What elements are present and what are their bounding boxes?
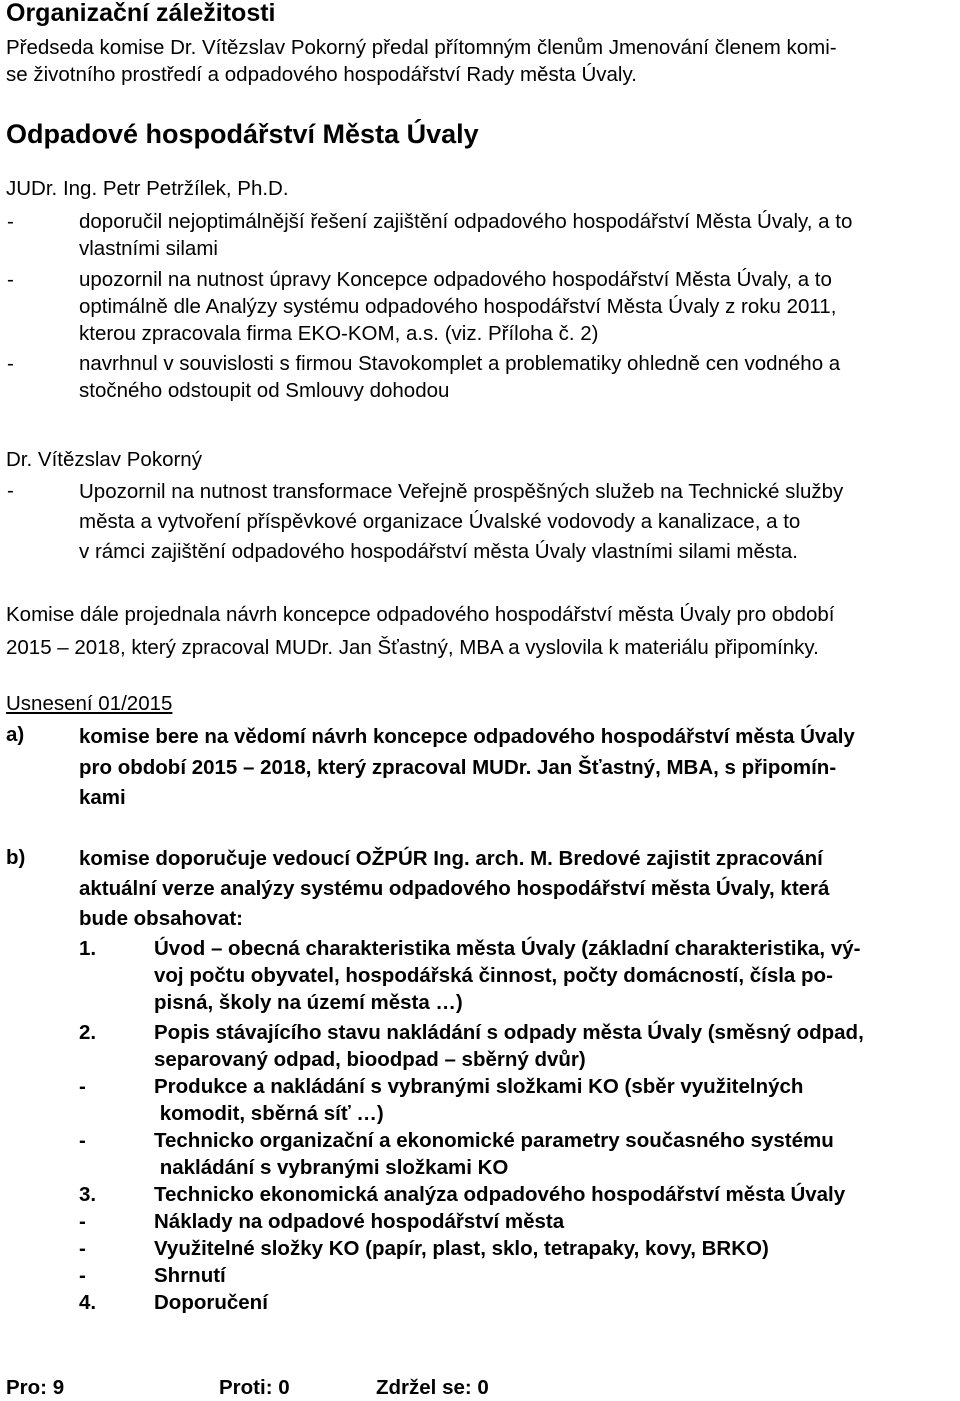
point-line: aktuální verze analýzy systému odpadového hospodářství města Úvaly, která bbox=[79, 877, 830, 900]
outline-line: separovaný odpad, bioodpad – sběrný dvůr) bbox=[154, 1048, 586, 1071]
intro-line-2: se životního prostředí a odpadového hospodářství Rady města Úvaly. bbox=[6, 63, 637, 86]
point-label: b) bbox=[6, 846, 26, 869]
dash-marker: - bbox=[7, 210, 14, 233]
resolution-point-b bbox=[6, 844, 958, 934]
dash-marker: - bbox=[7, 479, 14, 502]
outline-item bbox=[79, 1019, 959, 1073]
point-line: kami bbox=[79, 786, 126, 809]
item-line: optimálně dle Analýzy systému odpadového hospodářství Města Úvaly z roku 2011, bbox=[79, 295, 837, 318]
outline-item bbox=[79, 935, 959, 1016]
speaker1-item-list bbox=[6, 208, 958, 404]
vote-zdrzel: Zdržel se: 0 bbox=[376, 1376, 489, 1399]
dash-marker: - bbox=[7, 352, 14, 375]
vote-pro: Pro: 9 bbox=[6, 1376, 65, 1399]
outline-number: - bbox=[79, 1237, 86, 1260]
intro-paragraph bbox=[6, 34, 951, 88]
outline-line: Využitelné složky KO (papír, plast, sklo, tetrapaky, kovy, BRKO) bbox=[154, 1237, 769, 1260]
speaker2-item-list bbox=[6, 477, 958, 567]
outline-line: voj počtu obyvatel, hospodářská činnost, počty domácností, čísla po- bbox=[154, 964, 833, 987]
outline-line: Produkce a nakládání s vybranými složkami KO (sběr využitelných bbox=[154, 1075, 804, 1098]
committee-paragraph bbox=[6, 598, 958, 664]
outline-line: Technicko organizační a ekonomické parametry současného systému bbox=[154, 1129, 834, 1152]
outline-line: Náklady na odpadové hospodářství města bbox=[154, 1210, 565, 1233]
outline-number: 4. bbox=[79, 1291, 97, 1314]
outline-line: nakládání s vybranými složkami KO bbox=[154, 1156, 509, 1179]
outline-number: 2. bbox=[79, 1021, 97, 1044]
committee-line-2: 2015 – 2018, který zpracoval MUDr. Jan Šťastný, MBA a vyslovila k materiálu připomínky. bbox=[6, 636, 819, 659]
outline-number: 1. bbox=[79, 937, 97, 960]
item-line: upozornil na nutnost úpravy Koncepce odpadového hospodářství Města Úvaly, a to bbox=[79, 268, 832, 291]
outline-number: - bbox=[79, 1075, 86, 1098]
outline-number: - bbox=[79, 1129, 86, 1152]
list-item bbox=[6, 208, 958, 262]
outline-line: Shrnutí bbox=[154, 1264, 226, 1287]
item-line: doporučil nejoptimálnější řešení zajištění odpadového hospodářství Města Úvaly, a to bbox=[79, 210, 853, 233]
section-title-waste: Odpadové hospodářství Města Úvaly bbox=[6, 119, 479, 149]
outline-item bbox=[79, 1073, 959, 1127]
speaker-name-2: Dr. Vítězslav Pokorný bbox=[6, 448, 202, 471]
intro-line-1: Předseda komise Dr. Vítězslav Pokorný předal přítomným členům Jmenování členem komi- bbox=[6, 36, 837, 59]
item-line: v rámci zajištění odpadového hospodářství města Úvaly vlastními silami města. bbox=[79, 540, 798, 563]
resolution-title: Usnesení 01/2015 bbox=[6, 692, 173, 715]
section-title-organizational: Organizační záležitosti bbox=[6, 0, 276, 27]
outline-line: Popis stávajícího stavu nakládání s odpady města Úvaly (směsný odpad, bbox=[154, 1021, 864, 1044]
outline-line: pisná, školy na území města …) bbox=[154, 991, 463, 1014]
item-line: navrhnul v souvislosti s firmou Stavokomplet a problematiky ohledně cen vodného a bbox=[79, 352, 841, 375]
outline-number: 3. bbox=[79, 1183, 97, 1206]
committee-line-1: Komise dále projednala návrh koncepce odpadového hospodářství města Úvaly pro období bbox=[6, 603, 835, 626]
point-line: komise bere na vědomí návrh koncepce odpadového hospodářství města Úvaly bbox=[79, 725, 855, 748]
outline-item bbox=[79, 1181, 959, 1208]
item-line: Upozornil na nutnost transformace Veřejně prospěšných služeb na Technické služby bbox=[79, 480, 844, 503]
outline-line: Úvod – obecná charakteristika města Úvaly (základní charakteristika, vý- bbox=[154, 937, 861, 960]
item-line: vlastními silami bbox=[79, 237, 218, 260]
outline-line: Technicko ekonomická analýza odpadového hospodářství města Úvaly bbox=[154, 1183, 846, 1206]
resolution-point-a bbox=[6, 721, 958, 813]
analysis-outline bbox=[79, 935, 959, 1316]
outline-item bbox=[79, 1127, 959, 1181]
item-line: kterou zpracovala firma EKO-KOM, a.s. (viz. Příloha č. 2) bbox=[79, 322, 599, 345]
point-label: a) bbox=[6, 723, 25, 746]
point-line: bude obsahovat: bbox=[79, 907, 244, 930]
outline-line: komodit, sběrná síť …) bbox=[154, 1102, 384, 1125]
outline-line: Doporučení bbox=[154, 1291, 268, 1314]
point-line: pro období 2015 – 2018, který zpracoval MUDr. Jan Šťastný, MBA, s připomín- bbox=[79, 756, 837, 779]
outline-number: - bbox=[79, 1210, 86, 1233]
dash-marker: - bbox=[7, 268, 14, 291]
list-item bbox=[6, 350, 958, 404]
outline-item bbox=[79, 1262, 959, 1289]
item-line: města a vytvoření příspěvkové organizace Úvalské vodovody a kanalizace, a to bbox=[79, 510, 801, 533]
list-item bbox=[6, 266, 958, 347]
item-line: stočného odstoupit od Smlouvy dohodou bbox=[79, 379, 450, 402]
outline-number: - bbox=[79, 1264, 86, 1287]
vote-proti: Proti: 0 bbox=[219, 1376, 290, 1399]
speaker-name-1: JUDr. Ing. Petr Petržílek, Ph.D. bbox=[6, 177, 289, 200]
outline-item bbox=[79, 1289, 959, 1316]
list-item bbox=[6, 477, 958, 567]
outline-item bbox=[79, 1235, 959, 1262]
outline-item bbox=[79, 1208, 959, 1235]
point-line: komise doporučuje vedoucí OŽPÚR Ing. arch. M. Bredové zajistit zpracování bbox=[79, 847, 823, 870]
